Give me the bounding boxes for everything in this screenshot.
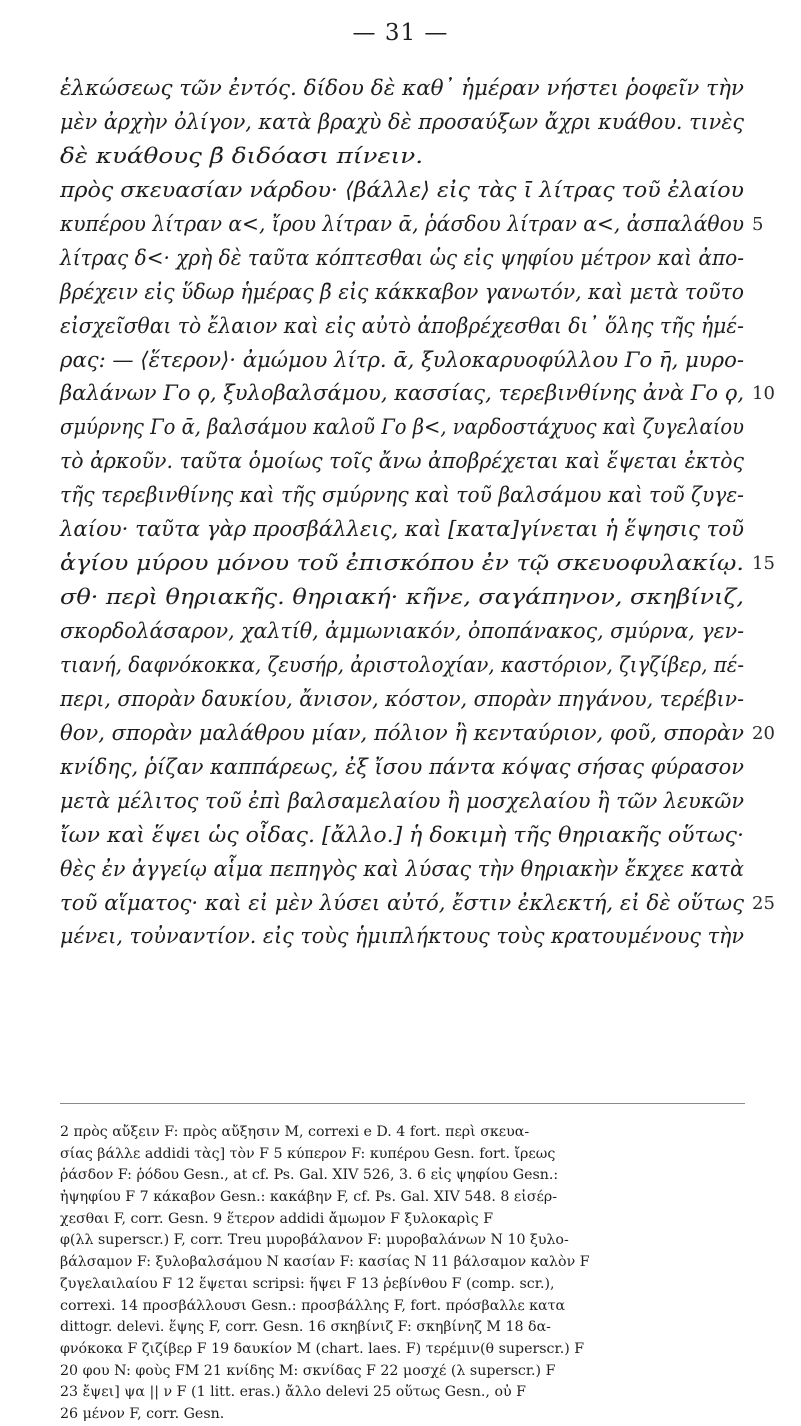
apparatus-line: 26 μένον F, corr. Gesn. bbox=[60, 1405, 225, 1422]
text-line-content: βαλάνων Γο ϙ, ξυλοβαλσάμου, κασσίας, τερεβινθίνης ἀνὰ Γο ϙ, bbox=[60, 381, 744, 407]
text-line bbox=[60, 649, 744, 683]
text-line-content: σμύρνης Γο ᾱ, βαλσάμου καλοῦ Γο β<, ναρδοστάχυος καὶ ζυγελαίου bbox=[60, 415, 744, 441]
text-line bbox=[60, 208, 764, 242]
page-number: — 31 — bbox=[352, 20, 449, 46]
text-line bbox=[60, 547, 775, 581]
text-line-content: τιανή, δαφνόκοκκα, ζευσήρ, ἀριστολοχίαν, καστόριον, ζιγζίβερ, πέ- bbox=[60, 652, 744, 678]
text-line-content: ἑλκώσεως τῶν ἐντός. δίδου δὲ καθ᾿ ἡμέραν νήστει ῥοφεῖν τὴν bbox=[60, 76, 744, 101]
line-number: 25 bbox=[752, 892, 775, 914]
text-line bbox=[60, 310, 744, 344]
text-line-content: δὲ κυάθους β̄ διδόασι πίνειν. bbox=[60, 143, 424, 169]
text-line bbox=[60, 377, 775, 411]
apparatus-line: ῥάσδον F: ῥόδου Gesn., at cf. Ps. Gal. XIV 526, 3. 6 εἰς ψηφίου Gesn.: bbox=[60, 1167, 559, 1184]
text-line bbox=[60, 106, 744, 140]
text-line-content: κυπέρου λίτραν α<, ἴρου λίτραν ᾱ, ῥάσδου λίτραν α<, ἀσπαλάθου bbox=[60, 211, 744, 237]
line-number: 15 bbox=[752, 553, 775, 575]
text-line-content: λαίου· ταῦτα γὰρ προσβάλλεις, καὶ [κατα]γίνεται ἡ ἕψησις τοῦ bbox=[60, 517, 744, 543]
text-line-content: μένει, τοὐναντίον. εἰς τοὺς ἡμιπλήκτους τοὺς κρατουμένους τὴν bbox=[60, 924, 744, 950]
text-line bbox=[60, 683, 744, 717]
apparatus-line: φνόκοκα F ζιζίβερ F 19 δαυκίον M (chart. laes. F) τερέμιν(θ superscr.) F bbox=[60, 1340, 585, 1357]
apparatus-line: φ(λλ superscr.) F, corr. Treu μυροβάλανον F: μυροβαλάνων N 10 ξυλο- bbox=[60, 1232, 569, 1249]
text-line bbox=[60, 853, 744, 887]
apparatus-line: ἠψηφίου F 7 κάκαβον Gesn.: κακάβην F, cf. Ps. Gal. XIV 548. 8 εἰσέρ- bbox=[60, 1189, 557, 1206]
text-line-content: λίτρας δ<· χρὴ δὲ ταῦτα κόπτεσθαι ὡς εἰς ψηφίου μέτρον καὶ ἀπο- bbox=[60, 245, 744, 271]
text-line bbox=[60, 819, 744, 853]
line-number: 10 bbox=[752, 383, 775, 405]
apparatus-line: dittogr. delevi. ἕψης F, corr. Gesn. 16 σκηβίνιζ F: σκηβίνηζ M 18 δα- bbox=[60, 1319, 551, 1336]
text-line bbox=[60, 174, 744, 208]
text-line-content: θον, σπορὰν μαλάθρου μίαν, πόλιον ἢ κενταύριον, φοῦ, σπορὰν bbox=[60, 720, 744, 746]
apparatus-line: βάλσαμον F: ξυλοβαλσάμου N κασίαν F: κασίας N 11 βάλσαμον καλὸν F bbox=[60, 1254, 590, 1271]
text-line-content: περι, σπορὰν δαυκίου, ἄνισον, κόστον, σπορὰν πηγάνου, τερέβιν- bbox=[60, 686, 744, 712]
text-line-content: τοῦ αἵματος· καὶ εἰ μὲν λύσει αὐτό, ἔστιν ἐκλεκτή, εἰ δὲ οὕτως bbox=[60, 890, 744, 916]
text-line-content: πρὸς σκευασίαν νάρδου· ⟨βάλλε⟩ εἰς τὰς ῑ λίτρας τοῦ ἐλαίου bbox=[60, 177, 744, 203]
text-line bbox=[60, 344, 744, 378]
text-line-content: τῆς τερεβινθίνης καὶ τῆς σμύρνης καὶ τοῦ βαλσάμου καὶ τοῦ ζυγε- bbox=[60, 483, 744, 509]
text-line bbox=[60, 479, 744, 513]
text-line-content: μὲν ἀρχὴν ὀλίγον, κατὰ βραχὺ δὲ προσαύξων ἄχρι κυάθου. τινὲς bbox=[60, 109, 744, 135]
text-line-content: μετὰ μέλιτος τοῦ ἐπὶ βαλσαμελαίου ἢ μοσχελαίου ἢ τῶν λευκῶν bbox=[60, 788, 744, 814]
text-line-content: βρέχειν εἰς ὕδωρ ἡμέρας β̄ εἰς κάκκαβον γανωτόν, καὶ μετὰ τοῦτο bbox=[60, 279, 744, 305]
text-line-content: τὸ ἀρκοῦν. ταῦτα ὁμοίως τοῖς ἄνω ἀποβρέχεται καὶ ἕψεται ἐκτὸς bbox=[60, 449, 744, 475]
text-line bbox=[60, 785, 744, 819]
text-line-content: θὲς ἐν ἀγγείῳ αἷμα πεπηγὸς καὶ λύσας τὴν θηριακὴν ἔκχεε κατὰ bbox=[60, 856, 744, 882]
text-line bbox=[60, 242, 744, 276]
main-text bbox=[60, 72, 775, 954]
apparatus-line: ζυγελαιλαίου F 12 ἕψεται scripsi: ἥψει F 13 ῥεβίνθου F (comp. scr.), bbox=[60, 1275, 555, 1292]
line-number: 20 bbox=[752, 722, 775, 744]
critical-apparatus bbox=[60, 1122, 746, 1426]
text-line-content: ἁγίου μύρου μόνου τοῦ ἐπισκόπου ἐν τῷ σκευοφυλακίῳ. bbox=[60, 551, 744, 577]
apparatus-line: 2 πρὸς αὔξειν F: πρὸς αὔξησιν M, correxi e D. 4 fort. περὶ σκευα- bbox=[60, 1124, 530, 1140]
text-line bbox=[60, 411, 744, 445]
text-line bbox=[60, 140, 744, 174]
apparatus-line: σίας βάλλε addidi τὰς] τὸν F 5 κύπερον F: κυπέρου Gesn. fort. ἴρεως bbox=[60, 1145, 556, 1162]
footnote-divider bbox=[60, 1103, 745, 1104]
text-line bbox=[60, 72, 744, 106]
text-line bbox=[60, 276, 744, 310]
text-line bbox=[60, 751, 744, 785]
apparatus-line: χεσθαι F, corr. Gesn. 9 ἕτερον addidi ἄμωμον F ξυλοκαρὶς F bbox=[60, 1210, 494, 1227]
text-line-content: εἰσχεῖσθαι τὸ ἔλαιον καὶ εἰς αὐτὸ ἀποβρέχεσθαι δι᾿ ὅλης τῆς ἡμέ- bbox=[60, 313, 744, 339]
text-line-content: ρας: — ⟨ἕτερον⟩· ἀμώμου λίτρ. ᾱ, ξυλοκαρυοφύλλου Γο η̄, μυρο- bbox=[60, 347, 744, 373]
text-line-content: σκορδολάσαρον, χαλτίθ, ἀμμωνιακόν, ὀποπάνακος, σμύρνα, γεν- bbox=[60, 619, 744, 644]
text-line bbox=[60, 920, 744, 954]
text-line-content: κνίδης, ῥίζαν καππάρεως, ἐξ ἴσου πάντα κόψας σήσας φύρασον bbox=[60, 754, 744, 780]
text-line bbox=[60, 581, 744, 615]
apparatus-line: correxi. 14 προσβάλλουσι Gesn.: προσβάλλης F, fort. πρόσβαλλε κατα bbox=[60, 1297, 566, 1314]
apparatus-line: 20 φου N: φοὺς FM 21 κνίδης M: σκνίδας F 22 μοσχέ (λ superscr.) F bbox=[60, 1362, 556, 1379]
text-line bbox=[60, 717, 775, 751]
text-line-content: σθ· περὶ θηριακῆς. θηριακή· κῆνε, σαγάπηνον, σκηβίνιζ, bbox=[60, 585, 744, 611]
line-number: 5 bbox=[752, 213, 764, 235]
text-line bbox=[60, 887, 775, 921]
text-line bbox=[60, 513, 744, 547]
apparatus-line: 23 ἔψει] ψα || ν F (1 litt. eras.) ἄλλο delevi 25 οὕτως Gesn., οὐ F bbox=[60, 1384, 526, 1401]
text-line-content: ἴων καὶ ἕψει ὡς οἶδας. [ἄλλο.] ἡ δοκιμὴ τῆς θηριακῆς οὕτως· bbox=[60, 822, 744, 848]
text-line bbox=[60, 445, 744, 479]
text-line bbox=[60, 615, 744, 649]
